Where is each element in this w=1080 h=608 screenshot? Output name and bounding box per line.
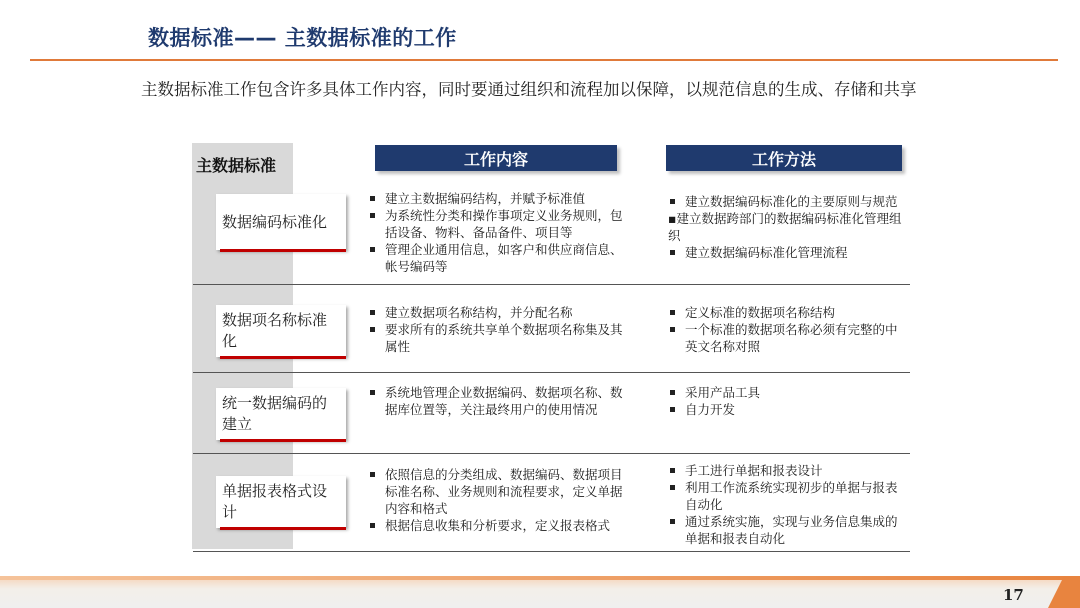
method-item: 定义标准的数据项名称结构: [668, 304, 898, 321]
category-box: [216, 305, 346, 357]
row-divider: [193, 453, 910, 454]
intro-text: 主数据标准工作包含许多具体工作内容，同时要通过组织和流程加以保障，以规范信息的生成、存储和共享: [141, 80, 917, 99]
content-item: 要求所有的系统共享单个数据项名称集及其属性: [368, 321, 623, 355]
category-box: [216, 476, 346, 528]
content-item: 系统地管理企业数据编码、数据项名称、数据库位置等，关注最终用户的使用情况: [368, 384, 623, 418]
method-item: ▪建立数据跨部门的数据编码标准化管理组织: [668, 211, 902, 243]
method-item: 通过系统实施，实现与业务信息集成的单据和报表自动化: [668, 513, 908, 547]
footer-band: [0, 576, 1080, 608]
row-divider: [193, 284, 910, 285]
content-item: 根据信息收集和分析要求，定义报表格式: [368, 517, 630, 534]
content-item: 管理企业通用信息，如客户和供应商信息、帐号编码等: [368, 241, 628, 275]
method-item: 手工进行单据和报表设计: [668, 462, 908, 479]
category-label: 统一数据编码的建立: [222, 394, 328, 433]
category-label: 单据报表格式设计: [222, 482, 328, 521]
method-item: 一个标准的数据项名称必须有完整的中英文名称对照: [668, 321, 898, 355]
row-divider: [193, 551, 910, 552]
method-item: 采用产品工具: [668, 384, 898, 401]
content-item: 为系统性分类和操作事项定义业务规则，包括设备、物料、备品备件、项目等: [368, 207, 628, 241]
footer-accent-line: [0, 576, 1080, 580]
method-list: [668, 193, 908, 261]
content-list: [368, 466, 630, 534]
content-list: [368, 190, 628, 275]
category-label: 数据项名称标准化: [222, 311, 328, 350]
category-label: 数据编码标准化: [222, 212, 328, 231]
method-item: 建立数据编码标准化管理流程: [668, 244, 908, 261]
title-divider: [30, 59, 1058, 61]
content-item: 建立主数据编码结构，并赋予标准值: [368, 190, 628, 207]
content-list: [368, 384, 623, 418]
page-number: 17: [1003, 586, 1024, 604]
left-heading: 主数据标准: [196, 156, 277, 175]
column-header-method: 工作方法: [666, 145, 902, 171]
method-item: 自力开发: [668, 401, 898, 418]
slide-title: 数据标准—— 主数据标准的工作: [148, 26, 457, 50]
method-list: [668, 384, 898, 418]
content-item: 建立数据项名称结构，并分配名称: [368, 304, 623, 321]
row-divider: [193, 372, 910, 373]
method-list: [668, 462, 908, 547]
content-item: 依照信息的分类组成、数据编码、数据项目标准名称、业务规则和流程要求，定义单据内容和格式: [368, 466, 630, 517]
content-list: [368, 304, 623, 355]
method-item: 建立数据编码标准化的主要原则与规范: [668, 193, 908, 210]
method-list: [668, 304, 898, 355]
column-header-content: 工作内容: [375, 145, 617, 171]
category-box: [216, 388, 346, 440]
category-box: [216, 194, 346, 250]
method-item: 利用工作流系统实现初步的单据与报表自动化: [668, 479, 908, 513]
